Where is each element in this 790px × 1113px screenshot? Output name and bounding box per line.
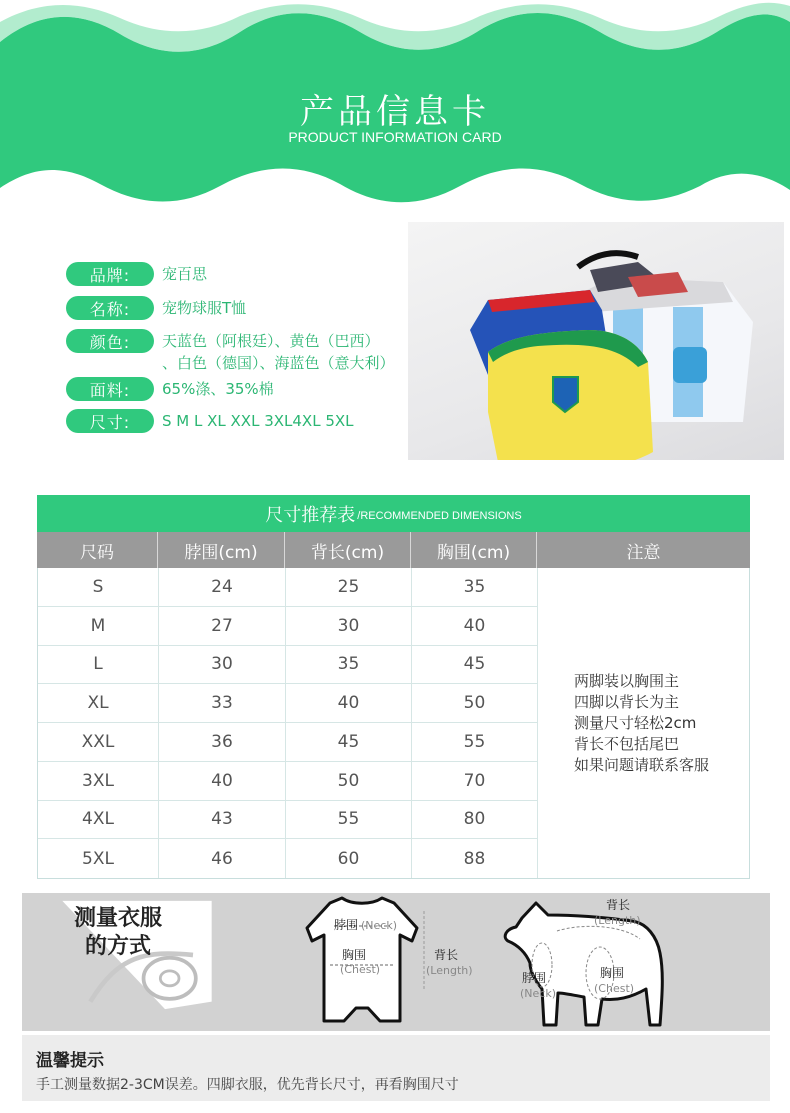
- table-cell: 46: [159, 839, 286, 878]
- table-cell: 35: [412, 568, 538, 606]
- size-table-title-cn: 尺寸推荐表: [265, 504, 356, 526]
- table-cell: 45: [286, 723, 412, 761]
- table-cell: 30: [286, 607, 412, 645]
- info-value-line2: 、白色（德国）、海蓝色（意大利）: [162, 354, 395, 372]
- table-cell: 36: [159, 723, 286, 761]
- table-cell: 55: [286, 801, 412, 839]
- measure-section: [22, 893, 770, 1031]
- shirt-length-en-label: (Length): [426, 964, 473, 977]
- table-cell: 40: [159, 762, 286, 800]
- table-cell: 24: [159, 568, 286, 606]
- dog-neck-en-label: (Neck): [520, 987, 556, 1000]
- table-cell: 4XL: [38, 801, 159, 839]
- table-cell: 43: [159, 801, 286, 839]
- table-cell: 50: [286, 762, 412, 800]
- measure-diagram: [272, 893, 762, 1031]
- table-row: [38, 568, 538, 607]
- size-table-title-en: /RECOMMENDED DIMENSIONS: [357, 509, 522, 522]
- table-cell: L: [38, 646, 159, 684]
- table-cell: 40: [412, 607, 538, 645]
- note-item: 背长不包括尾巴: [574, 734, 680, 753]
- table-cell: S: [38, 568, 159, 606]
- size-table-header: [37, 532, 750, 568]
- page-subtitle: PRODUCT INFORMATION CARD: [288, 129, 502, 145]
- shirt-chest-en-label: (Chest): [340, 963, 381, 976]
- table-cell: 33: [159, 684, 286, 722]
- table-row: [38, 646, 538, 685]
- table-row: [38, 607, 538, 646]
- measure-banner-text: [74, 905, 162, 961]
- table-row: [38, 839, 538, 878]
- table-cell: 40: [286, 684, 412, 722]
- info-color: [66, 329, 395, 372]
- info-label: 名称:: [66, 296, 154, 320]
- info-fabric: [66, 377, 274, 401]
- info-value: 宠物球服T恤: [162, 299, 247, 317]
- dog-length-en-label: (Length): [594, 914, 641, 927]
- info-value: 65%涤、35%棉: [162, 380, 274, 398]
- table-cell: 25: [286, 568, 412, 606]
- info-value: S M L XL XXL 3XL4XL 5XL: [162, 412, 354, 430]
- header-banner: [0, 0, 790, 210]
- dog-length-label: 背长: [606, 898, 631, 912]
- header-cell: 背长(cm): [285, 532, 411, 568]
- header-cell: 脖围(cm): [158, 532, 285, 568]
- table-row: [38, 684, 538, 723]
- note-item: 两脚装以胸围主: [574, 671, 680, 690]
- table-cell: 70: [412, 762, 538, 800]
- info-value-line1: 天蓝色（阿根廷）、黄色（巴西）: [162, 332, 380, 350]
- shirt-yellow: [488, 330, 653, 460]
- note-item: 测量尺寸轻松2cm: [574, 713, 697, 732]
- dog-chest-en-label: (Chest): [594, 982, 635, 995]
- info-value: [162, 329, 395, 374]
- table-cell: 27: [159, 607, 286, 645]
- table-row: [38, 762, 538, 801]
- shirt-neck-en-label: (Neck): [361, 919, 397, 932]
- shirt-chest-label: 胸围: [342, 948, 367, 962]
- size-table: [37, 495, 750, 879]
- table-row: [38, 801, 538, 840]
- table-cell: 30: [159, 646, 286, 684]
- note-item: 四脚以背长为主: [574, 692, 680, 711]
- info-size: [66, 409, 354, 433]
- table-cell: 88: [412, 839, 538, 878]
- dog-neck-label: 脖围: [522, 971, 547, 985]
- table-cell: 35: [286, 646, 412, 684]
- info-label: 品牌:: [66, 262, 154, 286]
- shirt-neck-label: 脖围: [334, 918, 359, 932]
- info-value: 宠百思: [162, 265, 208, 283]
- info-brand: [66, 262, 207, 286]
- header-cell: 尺码: [37, 532, 158, 568]
- info-label: 面料:: [66, 377, 154, 401]
- product-photo: [408, 222, 784, 460]
- tips-box: [22, 1035, 770, 1101]
- info-label: 尺寸:: [66, 409, 154, 433]
- tips-title: 温馨提示: [36, 1051, 104, 1071]
- page-title: 产品信息卡: [300, 92, 490, 132]
- table-row: [38, 723, 538, 762]
- size-table-title: [37, 495, 750, 532]
- table-cell: 45: [412, 646, 538, 684]
- table-cell: 55: [412, 723, 538, 761]
- header-cell: 注意: [626, 542, 661, 563]
- table-cell: 50: [412, 684, 538, 722]
- table-cell: M: [38, 607, 159, 645]
- size-table-body: [37, 568, 750, 879]
- info-name: [66, 296, 246, 320]
- table-cell: XXL: [38, 723, 159, 761]
- tips-text: 手工测量数据2-3CM误差。四脚衣服，优先背长尺寸，再看胸围尺寸: [36, 1077, 459, 1093]
- table-cell: 5XL: [38, 839, 159, 878]
- dog-chest-label: 胸围: [600, 966, 625, 980]
- table-cell: 3XL: [38, 762, 159, 800]
- measure-banner-line1: 测量衣服: [74, 906, 163, 931]
- table-cell: XL: [38, 684, 159, 722]
- measure-banner-line2: 的方式: [85, 934, 152, 959]
- shirt-length-label: 背长: [434, 948, 459, 962]
- info-label: 颜色:: [66, 329, 154, 353]
- note-item: 如果问题请联系客服: [574, 755, 710, 774]
- table-cell: 80: [412, 801, 538, 839]
- size-notes: [538, 568, 749, 878]
- header-cell: 胸围(cm): [411, 532, 537, 568]
- table-cell: 60: [286, 839, 412, 878]
